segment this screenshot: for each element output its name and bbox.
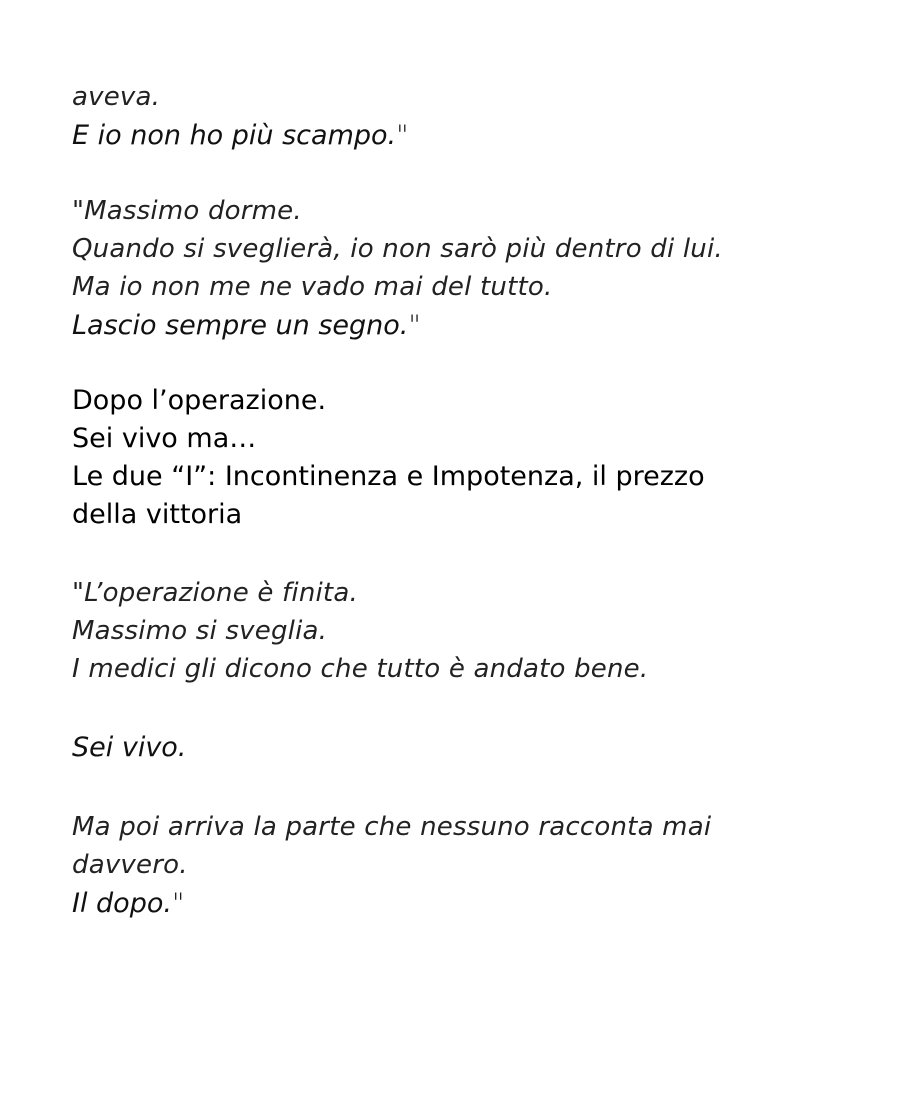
- text-line: davvero.: [72, 850, 188, 880]
- closing-quote: ": [171, 888, 185, 919]
- closing-quote: ": [408, 310, 421, 341]
- text-line-emphasis: [72, 116, 852, 156]
- heading-line: della vittoria: [72, 499, 243, 530]
- text-line-emphasis: [72, 884, 852, 924]
- text-line-emphasis: [72, 306, 852, 346]
- heading-line: Le due “I”: Incontinenza e Impotenza, il prezzo: [72, 461, 705, 492]
- text-line-emphasis: Sei vivo.: [72, 732, 187, 763]
- heading-line: Dopo l’operazione.: [72, 385, 327, 416]
- paragraph-4: [72, 728, 852, 768]
- section-heading: [72, 382, 852, 534]
- paragraph-2: [72, 192, 852, 346]
- paragraph-1: [72, 78, 852, 156]
- heading-line: Sei vivo ma…: [72, 423, 257, 454]
- closing-quote: ": [396, 120, 409, 151]
- text-line: Massimo si sveglia.: [72, 616, 328, 646]
- text-line: "Massimo dorme.: [72, 196, 302, 226]
- emphasis-text: Lascio sempre un segno.: [72, 310, 409, 341]
- text-line: "L’operazione è finita.: [72, 578, 358, 608]
- emphasis-text: E io non ho più scampo.: [72, 120, 397, 151]
- text-line: Ma poi arriva la parte che nessuno racconta mai: [72, 812, 712, 842]
- text-line: Quando si sveglierà, io non sarò più dentro di lui.: [72, 234, 723, 264]
- emphasis-text: Il dopo.: [72, 888, 172, 919]
- paragraph-5: [72, 808, 852, 924]
- text-line: Ma io non me ne vado mai del tutto.: [72, 272, 553, 302]
- document-page: [72, 78, 852, 924]
- text-line: aveva.: [72, 82, 161, 112]
- text-line: I medici gli dicono che tutto è andato bene.: [72, 654, 649, 684]
- paragraph-3: [72, 574, 852, 688]
